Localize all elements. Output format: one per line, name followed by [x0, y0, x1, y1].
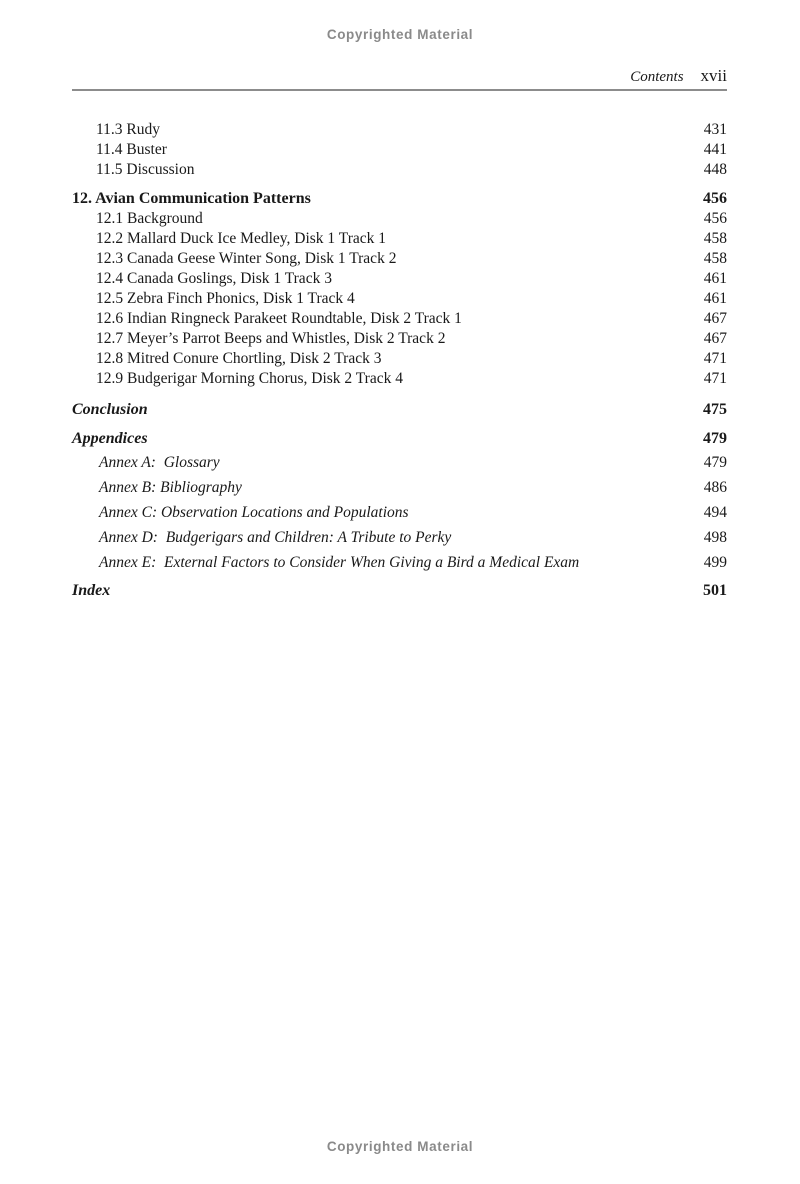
toc-entry: [72, 349, 727, 369]
toc-entry-label: Annex D: Budgerigars and Children: A Tribute to Perky: [99, 529, 452, 546]
toc-entry-label: Index: [72, 582, 111, 599]
toc-entry: [72, 329, 727, 349]
toc-entry-page-number: 458: [703, 230, 727, 247]
toc-entry: [72, 399, 727, 420]
toc-entry: [72, 553, 727, 573]
toc-entry-page-number: 456: [703, 210, 727, 227]
toc-entry-label: 12.4 Canada Goslings, Disk 1 Track 3: [96, 270, 332, 287]
toc-entry: [72, 369, 727, 389]
toc-entry-page-number: 499: [703, 554, 727, 571]
toc-entry-label: 12.6 Indian Ringneck Parakeet Roundtable, Disk 2 Track 1: [96, 310, 462, 327]
copyright-notice-top: Copyrighted Material: [326, 27, 474, 42]
toc-entry-label: Annex A: Glossary: [99, 454, 220, 471]
folio-page-number: xvii: [700, 66, 727, 85]
toc-entry: [72, 229, 727, 249]
toc-entry-label: 12. Avian Communication Patterns: [72, 190, 311, 207]
toc-entry-label: 12.1 Background: [96, 210, 203, 227]
toc-entry-label: Annex B: Bibliography: [99, 479, 242, 496]
running-head-title: Contents: [630, 69, 684, 85]
toc-entry-page-number: 467: [703, 310, 727, 327]
page-content: [72, 64, 727, 601]
toc-entry-page-number: 471: [703, 370, 727, 387]
copyright-notice-bottom: Copyrighted Material: [326, 1139, 474, 1154]
toc-entry-page-number: 458: [703, 250, 727, 267]
toc-entry: [72, 428, 727, 449]
running-head: [72, 64, 727, 89]
toc-entry-page-number: 448: [703, 161, 727, 178]
toc-entry-label: 11.5 Discussion: [96, 161, 195, 178]
toc-entry: [72, 309, 727, 329]
toc-entry-label: 12.9 Budgerigar Morning Chorus, Disk 2 Track 4: [96, 370, 403, 387]
toc-entry-label: Conclusion: [72, 401, 148, 418]
toc-entry: [72, 289, 727, 309]
toc-entry-page-number: 501: [703, 582, 727, 599]
toc-entry-label: Annex E: External Factors to Consider When Giving a Bird a Medical Exam: [99, 554, 580, 571]
toc-entry: [72, 453, 727, 473]
table-of-contents: [72, 120, 727, 601]
toc-entry: [72, 120, 727, 140]
toc-entry: [72, 160, 727, 180]
toc-entry-page-number: 431: [703, 121, 727, 138]
toc-entry-page-number: 461: [703, 290, 727, 307]
toc-entry-label: 11.4 Buster: [96, 141, 167, 158]
toc-entry-label: Annex C: Observation Locations and Populations: [99, 504, 409, 521]
toc-entry: [72, 580, 727, 601]
toc-entry-label: 12.2 Mallard Duck Ice Medley, Disk 1 Track 1: [96, 230, 386, 247]
toc-entry: [72, 249, 727, 269]
header-rule: [72, 89, 727, 91]
toc-entry-page-number: 486: [703, 479, 727, 496]
toc-entry-page-number: 441: [703, 141, 727, 158]
toc-entry: [72, 528, 727, 548]
toc-entry: [72, 269, 727, 289]
toc-entry-page-number: 467: [703, 330, 727, 347]
toc-entry-page-number: 479: [703, 430, 727, 447]
toc-entry-page-number: 471: [703, 350, 727, 367]
toc-entry-page-number: 461: [703, 270, 727, 287]
toc-entry-label: Appendices: [72, 430, 148, 447]
toc-entry-label: 12.7 Meyer’s Parrot Beeps and Whistles, Disk 2 Track 2: [96, 330, 446, 347]
toc-entry: [72, 503, 727, 523]
toc-entry: [72, 478, 727, 498]
toc-entry: [72, 140, 727, 160]
toc-entry-label: 12.8 Mitred Conure Chortling, Disk 2 Track 3: [96, 350, 382, 367]
toc-entry-page-number: 494: [703, 504, 727, 521]
toc-entry-label: 12.3 Canada Geese Winter Song, Disk 1 Track 2: [96, 250, 397, 267]
toc-entry-label: 12.5 Zebra Finch Phonics, Disk 1 Track 4: [96, 290, 355, 307]
toc-entry: [72, 209, 727, 229]
toc-entry-page-number: 475: [703, 401, 727, 418]
toc-entry: [72, 189, 727, 209]
toc-entry-page-number: 479: [703, 454, 727, 471]
toc-entry-page-number: 456: [703, 190, 727, 207]
toc-entry-label: 11.3 Rudy: [96, 121, 161, 138]
toc-entry-page-number: 498: [703, 529, 727, 546]
